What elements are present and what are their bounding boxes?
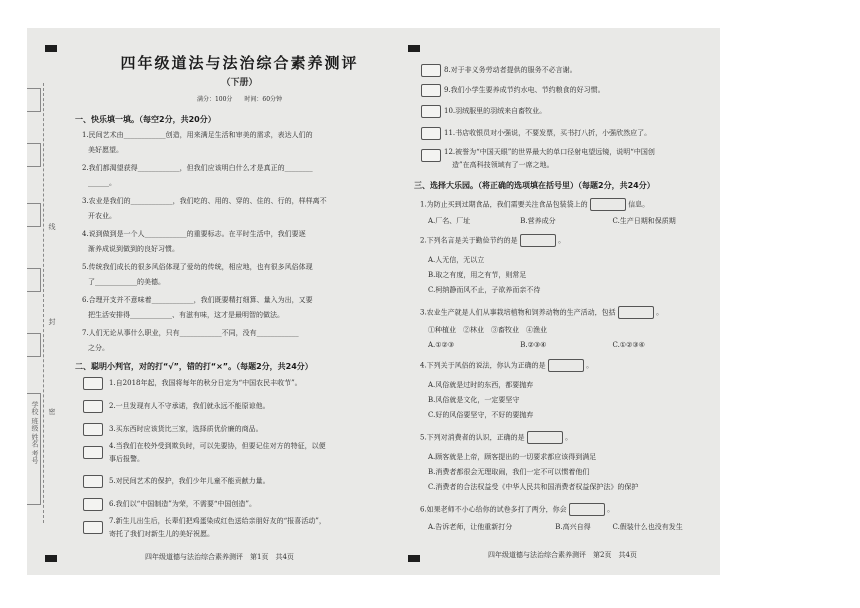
choice-options-6: A.告诉老师，让他重新打分 B.高兴自得 C.假装什么也没有发生	[428, 523, 683, 531]
binding-tab	[27, 88, 41, 112]
binding-label: 线	[48, 223, 56, 230]
fill-question-7: 7.人们无论从事什么职业，只有____________不同，没有____________ 之分。	[82, 329, 299, 352]
judge-item-2: 2.一旦发现有人不守承诺，我们就永远不能原谅他。	[109, 402, 270, 410]
judge-item-10: 10.羽绒服里的羽绒来自畜牧业。	[444, 107, 547, 115]
answer-box[interactable]	[83, 446, 103, 459]
answer-box[interactable]	[83, 521, 103, 534]
judge-item-7: 7.新生儿出生后，长辈们把鸡蛋染成红色送给亲朋好友的“报喜活动”， 寄托了我们对新生儿的美好祝愿。	[109, 517, 326, 538]
answer-box[interactable]	[83, 377, 103, 390]
answer-box[interactable]	[421, 149, 441, 162]
registration-mark	[408, 45, 420, 52]
judge-item-4: 4.当我们在校外受到欺负时，可以先要协，但要记住对方的特征，以便 事后报警。	[109, 442, 326, 463]
answer-bracket[interactable]	[590, 198, 626, 211]
judge-item-3: 3.买东西时应该货比三家，选择质优价廉的商品。	[109, 425, 263, 433]
fill-question-3: 3.农业是我们的____________，我们吃的、用的、穿的、住的、行的，样样离不 开农业。	[82, 197, 327, 220]
binding-tab	[27, 333, 41, 357]
section-2-heading: 二、聪明小判官，对的打“√”，错的打“×”。（每题2分，共24分）	[75, 362, 313, 371]
registration-mark	[45, 555, 57, 562]
answer-bracket[interactable]	[527, 431, 563, 444]
choice-sub-items-3: ①种植业 ②林业 ③畜牧业 ④渔业	[428, 326, 547, 334]
answer-bracket[interactable]	[520, 234, 556, 247]
answer-box[interactable]	[83, 498, 103, 511]
judge-item-6: 6.我们以“中国制造”为荣，不需要“中国创造”。	[109, 500, 256, 508]
registration-mark	[45, 45, 57, 52]
fill-question-6: 6.合理开支并不意味着____________，我们既要精打细算、量入为出，又要 把生活安排得____________、有滋有味，这才是最明智的做法。	[82, 296, 313, 319]
scanned-exam-sheet	[27, 28, 720, 575]
judge-item-9: 9.我们小学生要养成节约水电、节约粮食的好习惯。	[444, 86, 605, 94]
page-2-footer: 四年级道德与法治综合素养测评 第2页 共4页	[488, 551, 637, 559]
judge-item-1: 1.自2018年起，我国将每年的秋分日定为“中国农民丰收节”。	[109, 379, 302, 387]
choice-options-1: A.厂名、厂址 B.营养成分 C.生产日期和保质期	[428, 217, 676, 225]
judge-item-11: 11.书店收银员对小强说，不要发票，买书打八折，小强欣然应了。	[444, 129, 652, 137]
answer-box[interactable]	[83, 423, 103, 436]
binding-tab	[27, 203, 41, 227]
section-1-heading: 一、快乐填一填。（每空2分，共20分）	[75, 115, 216, 124]
answer-box[interactable]	[83, 475, 103, 488]
choice-question-1: 1.为防止买到过期食品，我们需要关注食品包装袋上的 信息。	[420, 198, 649, 212]
choice-options-5: A.顾客就是上帝，顾客提出的一切要求都应该得到满足 B.消费者都很会无理取闹，我们一定不可以惯着他们 C.消费者的合法权益受《中华人民共和国消费者权益保护法》的保护	[428, 453, 639, 491]
fill-question-5: 5.传统我们成长的很多风俗体现了爱幼的传统，相应地，也有很多风俗体现 了____________的美德。	[82, 263, 313, 286]
answer-box[interactable]	[421, 127, 441, 140]
binding-strip	[27, 83, 56, 523]
registration-mark	[408, 555, 420, 562]
fill-question-4: 4.说到做到是一个人____________的重要标志。在平时生活中，我们要逐 渐养成说到做到的良好习惯。	[82, 230, 306, 253]
choice-question-5: 5.下列对消费者的认识，正确的是 。	[420, 431, 572, 445]
answer-box[interactable]	[83, 400, 103, 413]
binding-label: 密	[48, 408, 56, 415]
answer-bracket[interactable]	[548, 359, 584, 372]
choice-question-3: 3.农业生产就是人们从事栽培植物和饲养动物的生产活动，包括 。	[420, 306, 663, 320]
judge-item-12: 12.被誉为“中国天眼”的世界最大的单口径射电望远镜，说明“中国创 造”在高科技领域有了一席之地。	[444, 148, 655, 169]
page-1-footer: 四年级道德与法治综合素养测评 第1页 共4页	[145, 553, 294, 561]
binding-tab	[27, 143, 41, 167]
answer-box[interactable]	[421, 105, 441, 118]
exam-info: 满分：100分 时间：60分钟	[196, 96, 283, 103]
answer-box[interactable]	[421, 64, 441, 77]
binding-label: 封	[48, 318, 56, 325]
judge-item-5: 5.对民间艺术的保护，我们少年儿童不能贡献力量。	[109, 477, 270, 485]
choice-question-4: 4.下列关于风俗的说法，你认为正确的是 。	[420, 359, 593, 373]
choice-options-2: A.人无信，无以立 B.取之有度，用之有节，则常足 C.柯纳静而风不止，子欲养而亲不待	[428, 256, 541, 294]
page-1	[27, 28, 408, 575]
exam-title: 四年级道法与法治综合素养测评	[120, 54, 359, 72]
choice-options-4: A.风俗就是过时的东西，都要抛弃 B.风俗就是文化，一定要坚守 C.好的风俗要坚守，不好的要抛弃	[428, 381, 534, 419]
choice-options-3: A.①②③ B.②③④ C.①②③④	[428, 341, 645, 349]
answer-box[interactable]	[421, 84, 441, 97]
judge-item-8: 8.对于非义务劳动者提供的服务不必言谢。	[444, 66, 577, 74]
section-3-heading: 三、选择大乐园。（将正确的选项填在括号里）（每题2分，共24分）	[414, 181, 655, 190]
answer-bracket[interactable]	[618, 306, 654, 319]
choice-question-2: 2.下列名言是关于勤俭节约的是 。	[420, 234, 565, 248]
binding-tab	[27, 268, 41, 292]
binding-info-label: 学校 班级 姓名 考号	[31, 401, 39, 464]
choice-question-6: 6.如果老师不小心给你的试卷多打了两分，你会 。	[420, 503, 614, 517]
exam-subtitle: （下册）	[221, 78, 258, 88]
fill-question-2: 2.我们都渴望获得____________，但我们应该明白什么才是真正的________ ______。	[82, 164, 313, 187]
fill-question-1: 1.民间艺术由____________创造，用来满足生活和审美的需求，表达人们的 美好愿望。	[82, 131, 313, 154]
page-2	[408, 28, 720, 575]
answer-bracket[interactable]	[569, 503, 605, 516]
